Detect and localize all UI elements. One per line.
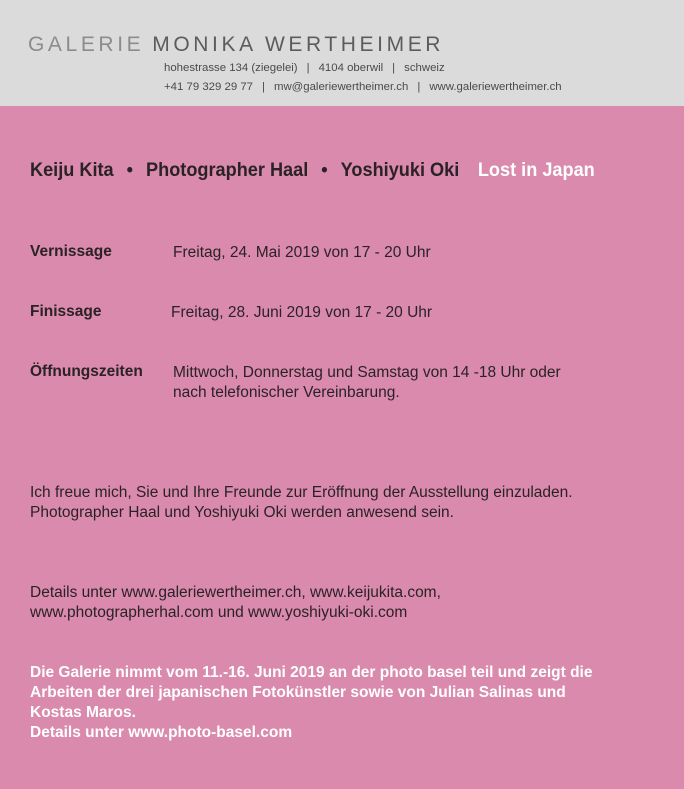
- separator: |: [392, 62, 396, 74]
- links-line: Details unter www.galeriewertheimer.ch, www.keijukita.com,: [30, 584, 441, 601]
- notice-line: Details unter www.photo-basel.com: [30, 724, 293, 741]
- opening-hours-label: Öffnungszeiten: [30, 363, 143, 380]
- invitation-text: [30, 483, 573, 523]
- notice-line: Kostas Maros.: [30, 704, 136, 721]
- contact-line: [164, 81, 562, 93]
- artist-name: Keiju Kita: [30, 159, 114, 181]
- street: hohestrasse 134 (ziegelei): [164, 62, 298, 74]
- links-line: www.photographerhal.com und www.yoshiyuki-oki.com: [30, 604, 408, 621]
- finissage-label: Finissage: [30, 303, 102, 320]
- notice-line: Arbeiten der drei japanischen Fotokünstler sowie von Julian Salinas und: [30, 684, 566, 701]
- separator: |: [306, 62, 310, 74]
- links-text: [30, 583, 441, 623]
- country: schweiz: [404, 62, 445, 74]
- separator: |: [417, 81, 421, 93]
- brand-name: MONIKA WERTHEIMER: [152, 33, 445, 56]
- artist-name: Yoshiyuki Oki: [340, 159, 460, 181]
- invitation-line: Ich freue mich, Sie und Ihre Freunde zur Eröffnung der Ausstellung einzuladen.: [30, 484, 573, 501]
- notice-line: Die Galerie nimmt vom 11.-16. Juni 2019 an der photo basel teil und zeigt die: [30, 664, 593, 681]
- bullet: •: [321, 159, 328, 181]
- city: 4104 oberwil: [318, 62, 384, 74]
- gallery-logo: [28, 33, 444, 57]
- brand-galerie: GALERIE: [28, 33, 145, 56]
- exhibition-title: Lost in Japan: [477, 159, 595, 181]
- separator: |: [262, 81, 265, 93]
- vernissage-label: Vernissage: [30, 243, 112, 260]
- photo-basel-notice: [30, 663, 592, 743]
- opening-hours-line: Mittwoch, Donnerstag und Samstag von 14 -18 Uhr oder: [173, 364, 561, 381]
- address-line: [164, 62, 445, 74]
- email: mw@galeriewertheimer.ch: [273, 81, 409, 93]
- artist-name: Photographer Haal: [146, 159, 309, 181]
- exhibition-heading: [30, 159, 595, 182]
- phone: +41 79 329 29 77: [164, 81, 253, 93]
- finissage-value: Freitag, 28. Juni 2019 von 17 - 20 Uhr: [171, 304, 433, 321]
- opening-hours-line: nach telefonischer Vereinbarung.: [173, 384, 400, 401]
- website: www.galeriewertheimer.ch: [429, 81, 562, 93]
- letterhead: [0, 0, 684, 106]
- opening-hours-value: [173, 363, 561, 403]
- bullet: •: [126, 159, 134, 181]
- invitation-line: Photographer Haal und Yoshiyuki Oki werden anwesend sein.: [30, 504, 454, 521]
- vernissage-value: Freitag, 24. Mai 2019 von 17 - 20 Uhr: [173, 244, 431, 261]
